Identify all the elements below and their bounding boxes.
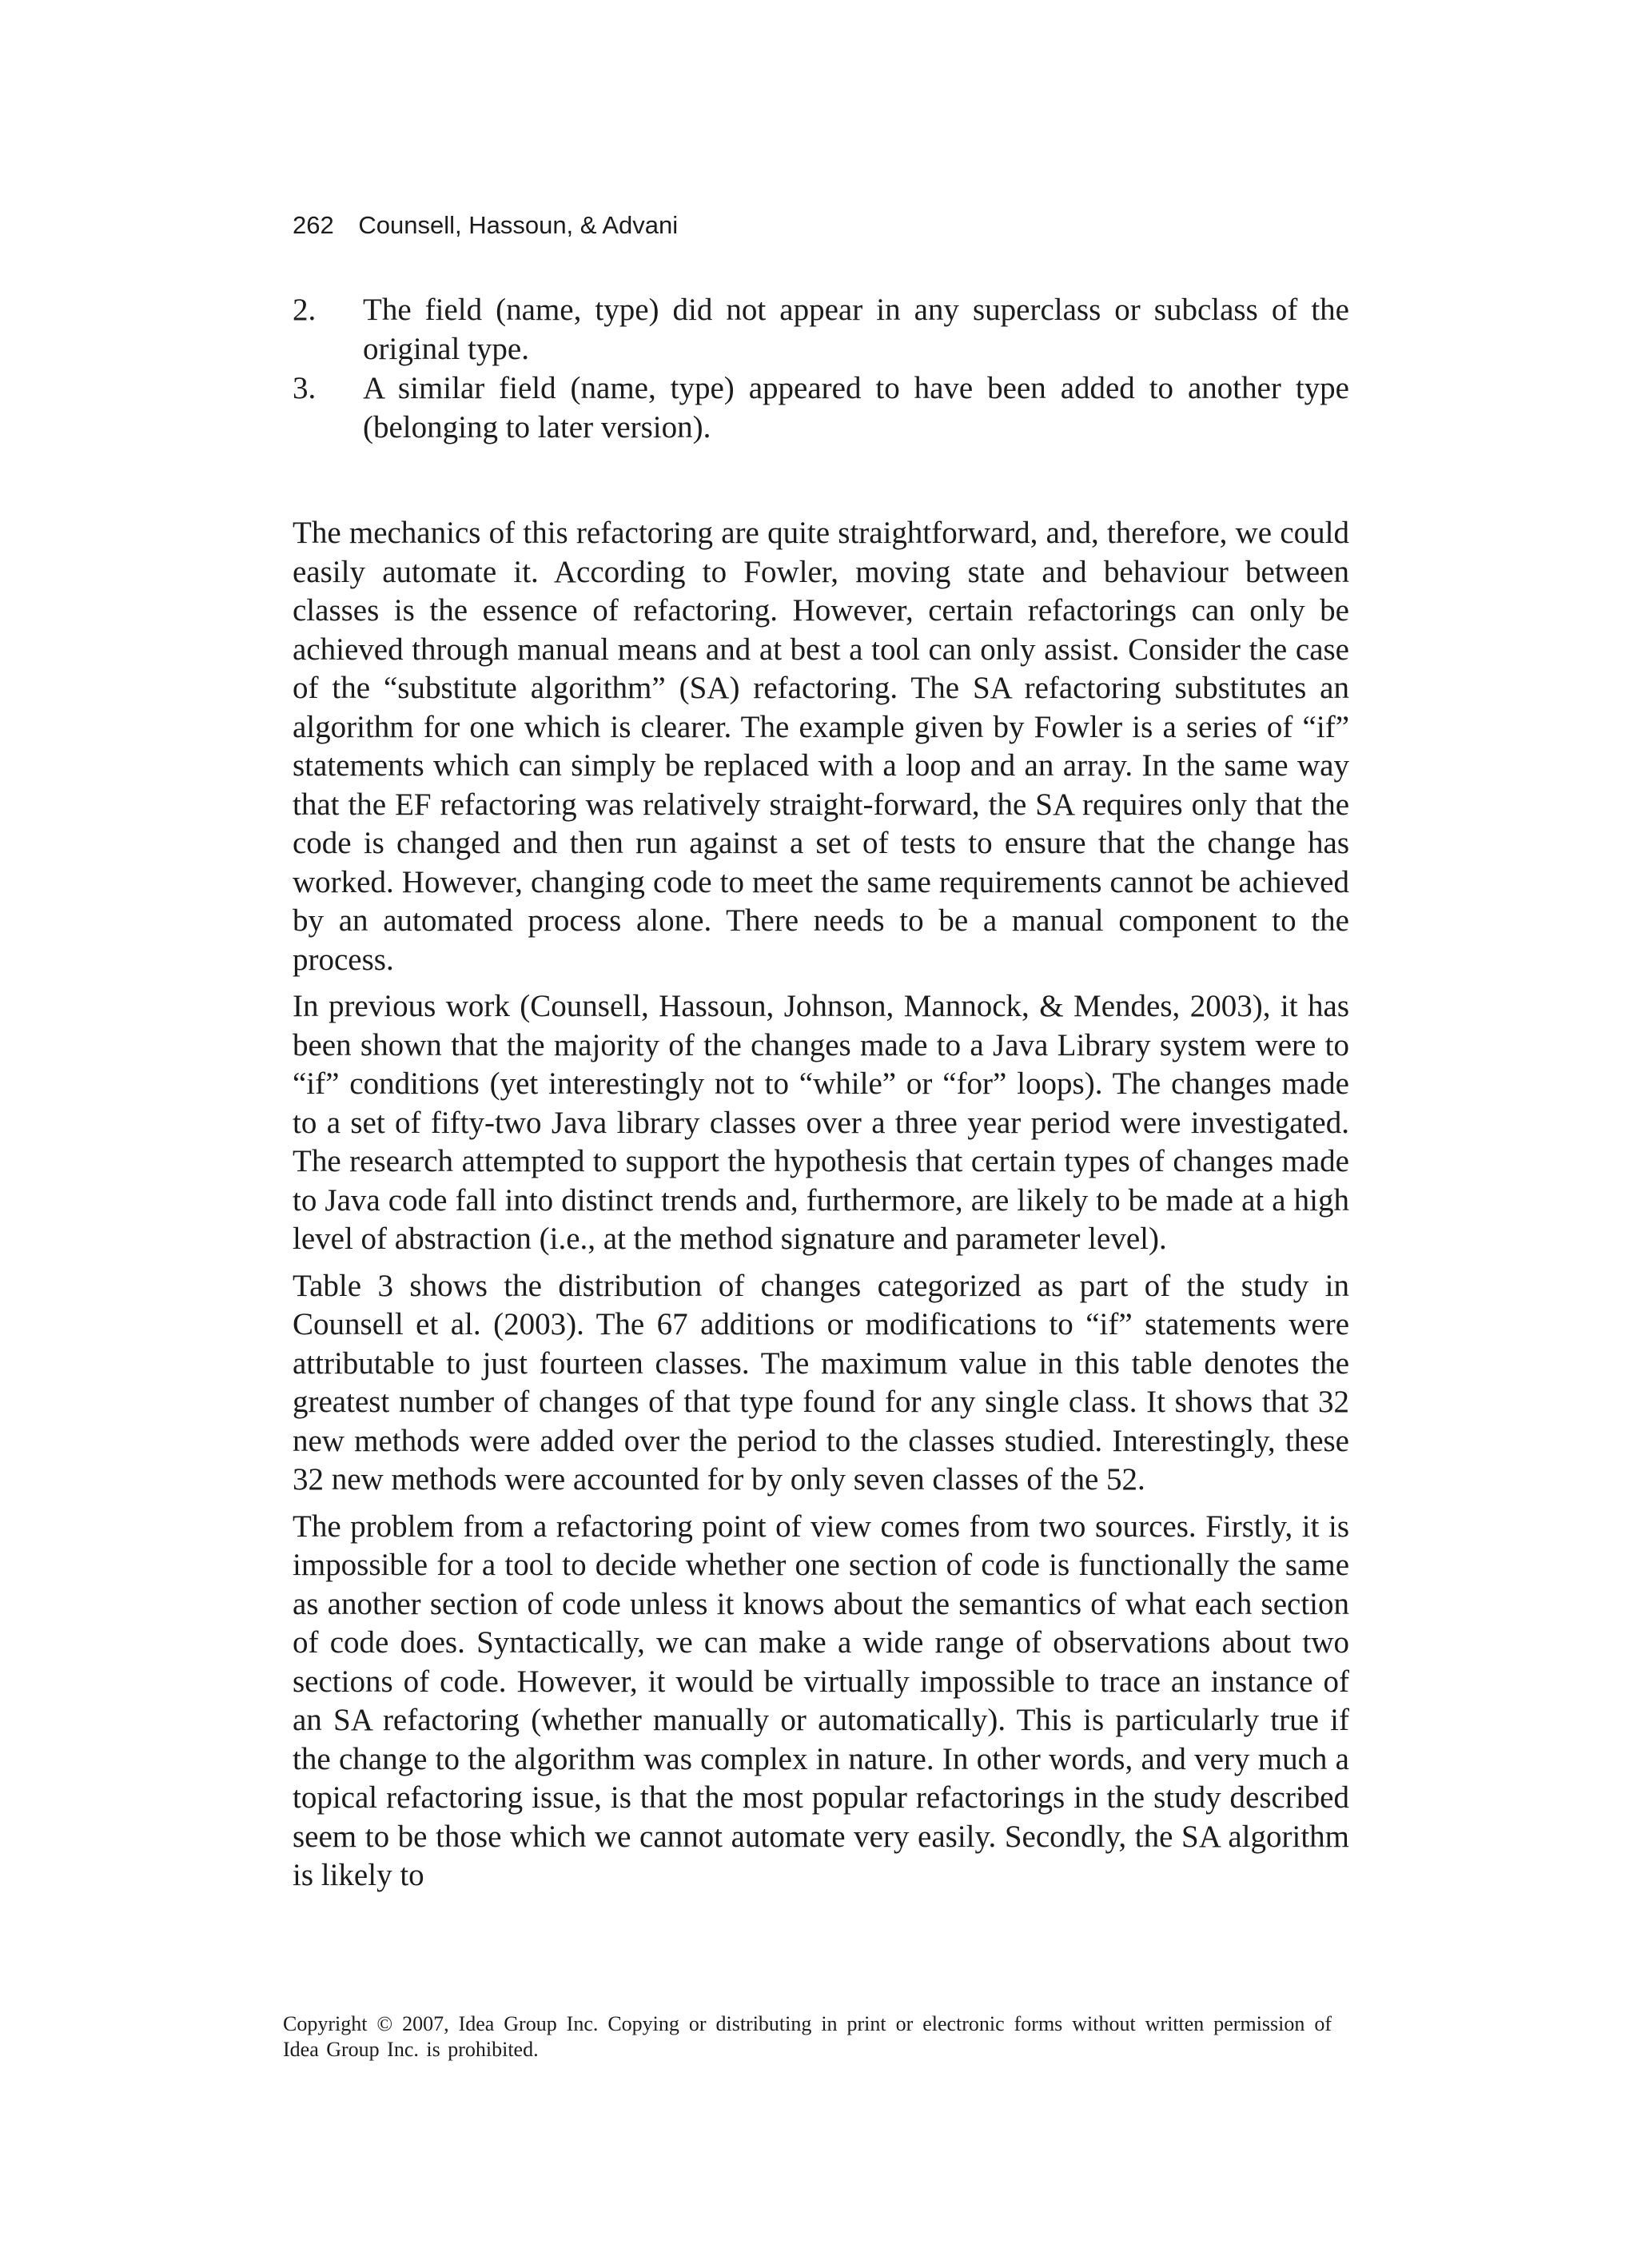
list-item (293, 369, 1349, 447)
paragraph-problem: The problem from a refactoring point of view comes from two sources. Firstly, it is impossible for a tool to decide whether one section of code is functionally the same as another section of code unless it knows about the semantics of what each section of code does. Syntactically, we can make a wide range of observations about two sections of code. However, it would be virtually impossible to trace an instance of an SA refactoring (whether manually or automatically). This is particularly true if the change to the algorithm was complex in nature. In other words, and very much a topical refactoring issue, is that the most popular refactorings in the study described seem to be those which we cannot automate very easily. Secondly, the SA algorithm is likely to (293, 1509, 1349, 1892)
list-item-number: 2. (293, 293, 317, 327)
page-number: 262 (293, 211, 334, 239)
running-header-authors: Counsell, Hassoun, & Advani (358, 211, 679, 239)
running-header (293, 209, 678, 241)
body-paragraphs (293, 514, 1349, 1903)
copyright-footer: Copyright © 2007, Idea Group Inc. Copying or distributing in print or electronic forms without written permission of Idea Group Inc. is prohibited. (283, 2012, 1332, 2061)
list-item-number: 3. (293, 371, 317, 405)
numbered-list (293, 291, 1349, 448)
list-item-text: A similar field (name, type) appeared to have been added to another type (belonging to later version). (363, 371, 1349, 444)
list-item (293, 291, 1349, 369)
paragraph-table-3: Table 3 shows the distribution of changes categorized as part of the study in Counsell et al. (2003). The 67 additions or modifications to “if” statements were attributable to just fourteen classes. The maximum value in this table denotes the greatest number of changes of that type found for any single class. It shows that 32 new methods were added over the period to the classes studied. Interestingly, these 32 new methods were accounted for by only seven classes of the 52. (293, 1268, 1349, 1497)
paragraph-previous-work: In previous work (Counsell, Hassoun, Johnson, Mannock, & Mendes, 2003), it has been shown that the majority of the changes made to a Java Library system were to “if” conditions (yet interestingly not to “while” or “for” loops). The changes made to a set of fifty-two Java library classes over a three year period were investigated. The research attempted to support the hypothesis that certain types of changes made to Java code fall into distinct trends and, furthermore, are likely to be made at a high level of abstraction (i.e., at the method signature and parameter level). (293, 989, 1349, 1256)
paragraph-substitute-algorithm: The mechanics of this refactoring are quite straightforward, and, therefore, we could easily automate it. According to Fowler, moving state and behaviour between classes is the essence of refactoring. However, certain refactorings can only be achieved through manual means and at best a tool can only assist. Consider the case of the “substitute algorithm” (SA) refactoring. The SA refactoring substitutes an algorithm for one which is clearer. The example given by Fowler is a series of “if” statements which can simply be replaced with a loop and an array. In the same way that the EF refactoring was relatively straight-forward, the SA requires only that the code is changed and then run against a set of tests to ensure that the change has worked. However, changing code to meet the same requirements cannot be achieved by an automated process alone. There needs to be a manual component to the process. (293, 516, 1349, 977)
list-item-text: The field (name, type) did not appear in any superclass or subclass of the original type. (363, 293, 1349, 366)
